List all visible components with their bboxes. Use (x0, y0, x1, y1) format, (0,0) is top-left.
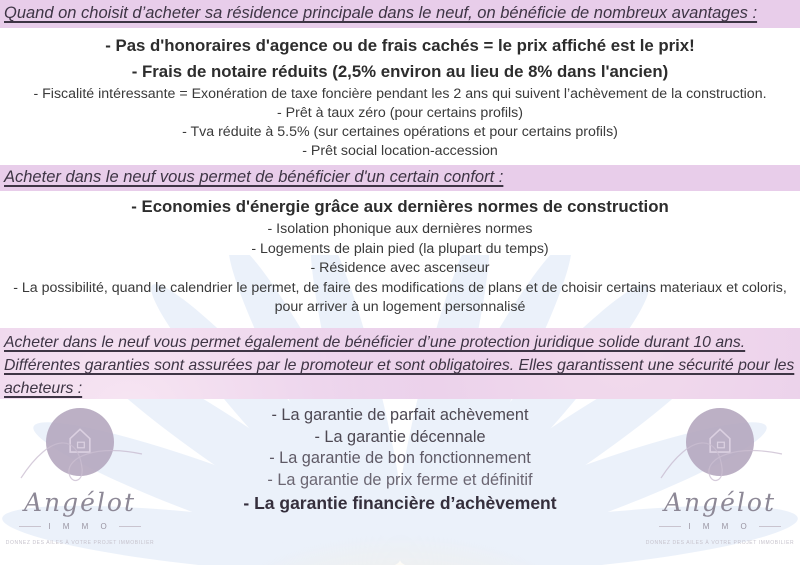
house-icon (65, 425, 95, 457)
brand-logo-left (5, 408, 155, 546)
section-heading-bar-confort (0, 165, 800, 191)
list-item: - Economies d'énergie grâce aux dernières normes de construction (131, 197, 669, 216)
logo-circle (686, 408, 754, 476)
list-item: - Tva réduite à 5.5% (sur certaines opérations et pour certains profils) (182, 124, 618, 140)
heading-confort: Acheter dans le neuf vous permet de bénéficier d'un certain confort : (4, 168, 504, 186)
section-heading-bar-avantages (0, 0, 800, 28)
brand-name: Angélot (23, 488, 137, 517)
brand-sub-label: I M M O (48, 522, 112, 531)
confort-list (0, 194, 800, 318)
dash-left (659, 526, 681, 527)
list-item: - La garantie financière d’achèvement (243, 493, 557, 513)
list-item: - Fiscalité intéressante = Exonération de taxe foncière pendant les 2 ans qui suivent l’achèvement de la construction. (33, 86, 767, 102)
list-item: - Isolation phonique aux dernières normes (267, 221, 533, 237)
list-item: - La garantie décennale (314, 427, 486, 446)
house-icon (705, 425, 735, 457)
brand-tagline: DONNEZ DES AILES À VOTRE PROJET IMMOBILIER (5, 540, 155, 546)
list-item: - Résidence avec ascenseur (310, 260, 490, 276)
list-item: - La garantie de bon fonctionnement (269, 449, 531, 467)
brand-logo-right (645, 408, 795, 546)
brand-sub (5, 522, 155, 531)
dash-right (759, 526, 781, 527)
brand-tagline: DONNEZ DES AILES À VOTRE PROJET IMMOBILIER (645, 540, 795, 546)
logo-circle (46, 408, 114, 476)
list-item: - Pas d'honoraires d'agence ou de frais cachés = le prix affiché est le prix! (105, 36, 695, 55)
dash-left (19, 526, 41, 527)
brand-sub (645, 522, 795, 531)
list-item: - Logements de plain pied (la plupart du temps) (251, 240, 549, 257)
list-item: - La possibilité, quand le calendrier le permet, de faire des modifications de plans et de choisir certains materiaux et coloris, pour arriver à un logement personnalisé (13, 279, 787, 315)
list-item: - La garantie de prix ferme et définitif (267, 470, 533, 489)
heading-garanties: Acheter dans le neuf vous permet également de bénéficier d’une protection juridique solide durant 10 ans. Différentes garanties sont assurées par le promoteur et sont obligatoires. Elles garantissent une sécurité pour les acheteurs : (4, 334, 795, 397)
brand-sub-label: I M M O (688, 522, 752, 531)
dash-right (119, 526, 141, 527)
list-item: - La garantie de parfait achèvement (271, 406, 529, 424)
list-item: - Prêt social location-accession (302, 143, 498, 159)
section-heading-bar-garanties (0, 328, 800, 399)
brand-name: Angélot (663, 488, 777, 517)
list-item: - Frais de notaire réduits (2,5% environ au lieu de 8% dans l'ancien) (131, 62, 669, 81)
avantages-list (0, 33, 800, 161)
heading-avantages: Quand on choisit d’acheter sa résidence principale dans le neuf, on bénéficie de nombreux avantages : (4, 4, 758, 22)
list-item: - Prêt à taux zéro (pour certains profils) (276, 105, 523, 121)
